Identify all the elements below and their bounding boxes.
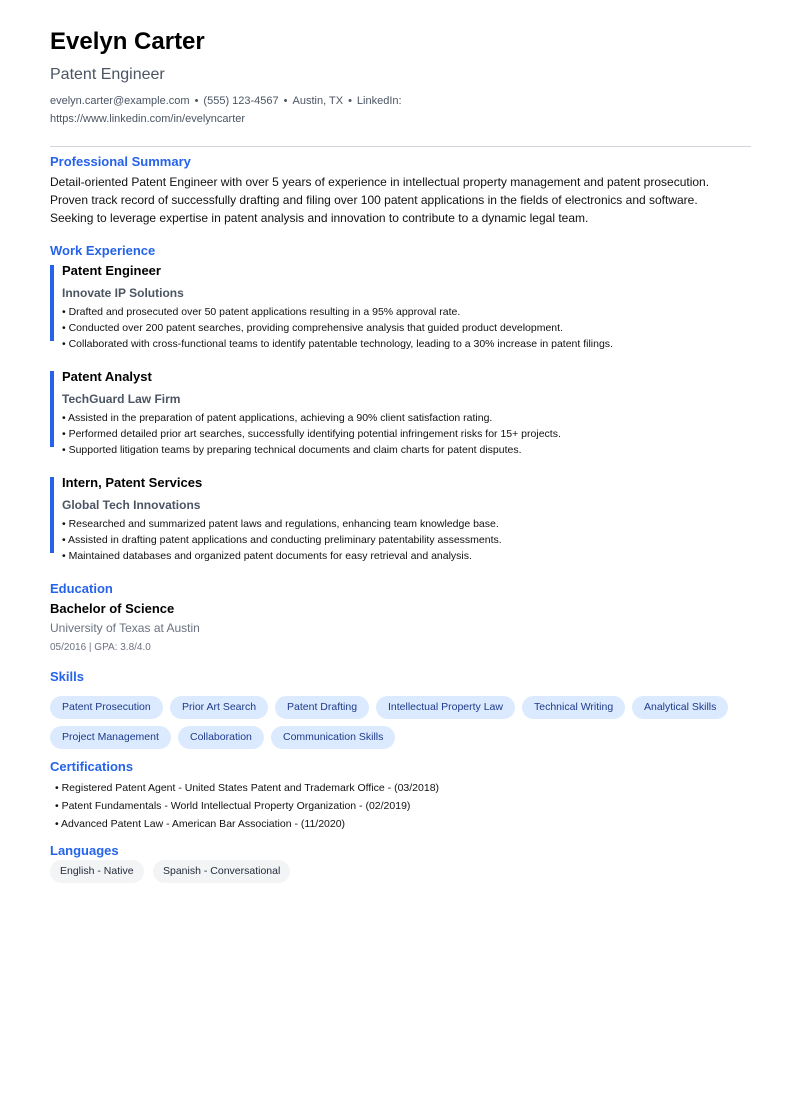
education-school: University of Texas at Austin: [50, 621, 200, 635]
skill-chip: Communication Skills: [271, 726, 395, 749]
language-chip: Spanish - Conversational: [153, 860, 290, 883]
job-bullets: [62, 304, 613, 352]
education-degree: Bachelor of Science: [50, 601, 175, 616]
certification-item: • Advanced Patent Law - American Bar Association - (11/2020): [55, 818, 346, 830]
certification-item: • Registered Patent Agent - United States Patent and Trademark Office - (03/2018): [55, 782, 440, 794]
job-bullet: • Maintained databases and organized patent documents for easy retrieval and analysis.: [62, 550, 472, 562]
experience-accent-bar: [50, 477, 54, 553]
skill-chip: Project Management: [50, 726, 171, 749]
job-role: Patent Engineer: [62, 263, 161, 278]
language-chip: English - Native: [50, 860, 144, 883]
certifications-list: [55, 779, 439, 833]
linkedin-link[interactable]: https://www.linkedin.com/in/evelyncarter: [50, 113, 246, 125]
contact-separator: •: [283, 95, 288, 107]
job-bullets: [62, 516, 502, 564]
skill-chip: Analytical Skills: [632, 696, 728, 719]
section-heading-skills: Skills: [50, 669, 84, 684]
skill-chip: Patent Drafting: [275, 696, 369, 719]
job-role: Intern, Patent Services: [62, 475, 203, 490]
skill-chip: Collaboration: [178, 726, 264, 749]
job-company: Innovate IP Solutions: [62, 286, 184, 300]
job-company: Global Tech Innovations: [62, 498, 201, 512]
skill-chip: Intellectual Property Law: [376, 696, 515, 719]
job-bullet: • Researched and summarized patent laws and regulations, enhancing team knowledge base.: [62, 518, 499, 530]
linkedin-label: LinkedIn:: [356, 95, 402, 107]
experience-accent-bar: [50, 265, 54, 341]
section-heading-summary: Professional Summary: [50, 154, 191, 169]
contact-separator: •: [348, 95, 352, 107]
contact-line: [50, 92, 470, 128]
experience-accent-bar: [50, 371, 54, 447]
job-bullet: • Conducted over 200 patent searches, providing comprehensive analysis that guided product development.: [62, 322, 563, 334]
skill-chip: Technical Writing: [522, 696, 625, 719]
section-heading-experience: Work Experience: [50, 243, 156, 258]
education-meta: 05/2016 | GPA: 3.8/4.0: [50, 642, 151, 653]
candidate-name: Evelyn Carter: [50, 28, 205, 55]
summary-text: Detail-oriented Patent Engineer with over 5 years of experience in intellectual property management and patent prosecution. Proven track record of successfully drafting and filing over 100 patent applications in the fields of electronics and software. Seeking to leverage expertise in patent analysis and innovation to contribute to a dynamic legal team.: [50, 175, 710, 225]
job-role: Patent Analyst: [62, 369, 152, 384]
location-text: Austin, TX: [292, 95, 344, 107]
job-bullet: • Performed detailed prior art searches, successfully identifying potential infringement risks for 15+ projects.: [62, 428, 561, 440]
skill-chip: Patent Prosecution: [50, 696, 163, 719]
email-link[interactable]: evelyn.carter@example.com: [50, 95, 190, 107]
job-bullet: • Assisted in the preparation of patent applications, achieving a 90% client satisfaction rating.: [62, 412, 493, 424]
skill-chip: Prior Art Search: [170, 696, 268, 719]
job-bullets: [62, 410, 561, 458]
candidate-title: Patent Engineer: [50, 66, 165, 83]
job-company: TechGuard Law Firm: [62, 392, 181, 406]
section-heading-education: Education: [50, 581, 113, 596]
contact-separator: •: [194, 95, 199, 107]
job-bullet: • Assisted in drafting patent applications and conducting preliminary patentability assessments.: [62, 534, 502, 546]
phone-text: (555) 123-4567: [203, 95, 279, 107]
section-heading-languages: Languages: [50, 843, 119, 858]
job-bullet: • Collaborated with cross-functional teams to identify patentable technology, leading to a 30% increase in patent filings.: [62, 338, 613, 350]
job-bullet: • Drafted and prosecuted over 50 patent applications resulting in a 95% approval rate.: [62, 306, 461, 318]
header-divider: [50, 146, 751, 147]
certification-item: • Patent Fundamentals - World Intellectual Property Organization - (02/2019): [55, 800, 411, 812]
section-heading-certifications: Certifications: [50, 759, 134, 774]
job-bullet: • Supported litigation teams by preparing technical documents and claim charts for patent disputes.: [62, 444, 522, 456]
